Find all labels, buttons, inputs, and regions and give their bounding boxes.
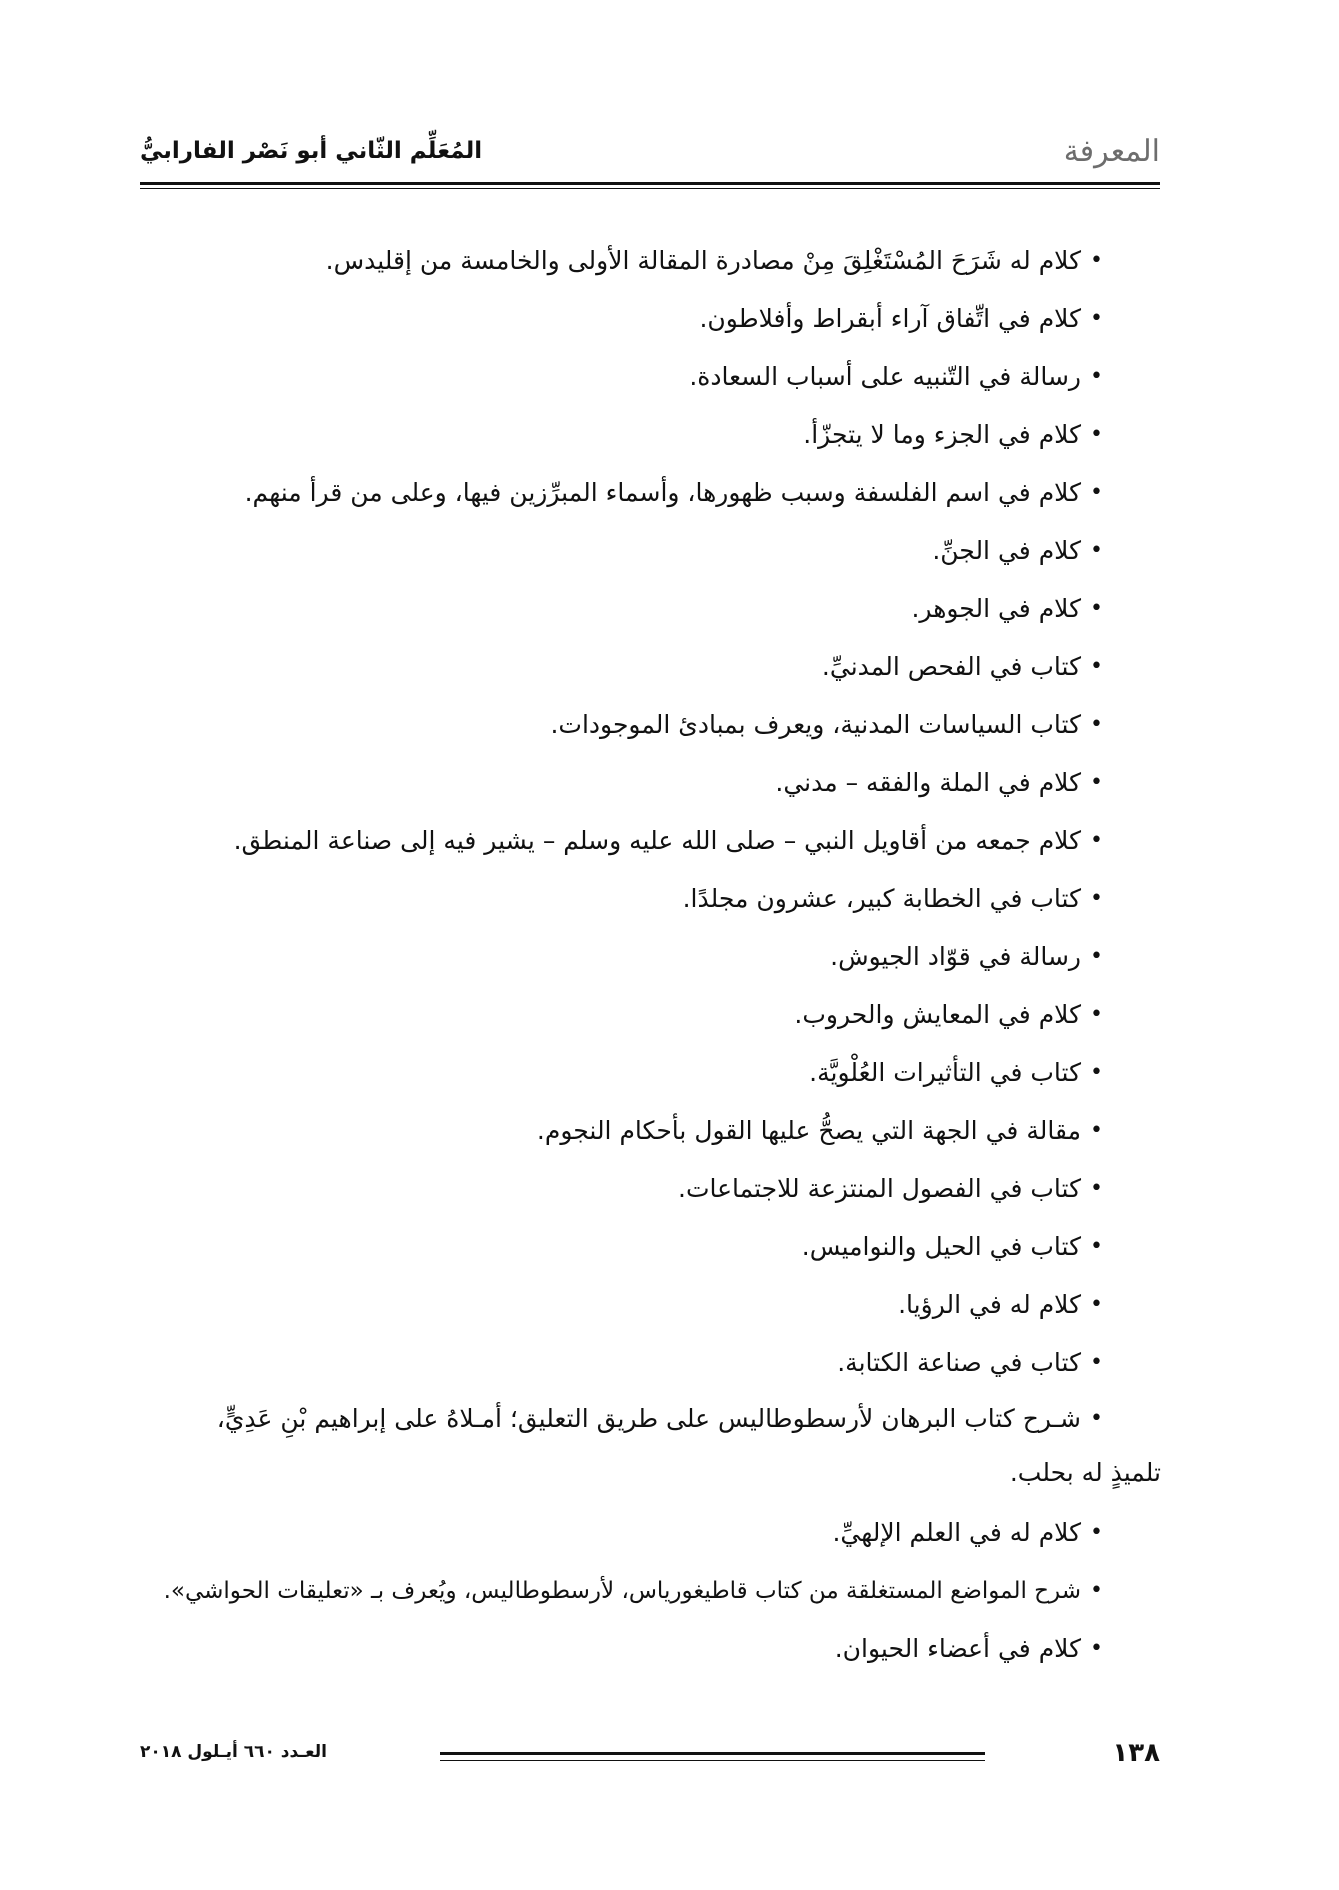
bullet: • <box>1090 248 1103 273</box>
page-header <box>140 128 1160 188</box>
bullet: • <box>1090 1234 1103 1259</box>
page-number: ١٣٨ <box>1112 1738 1160 1768</box>
list-item: • كلام في الجوهر. <box>163 580 1103 638</box>
list-item: • كلام في الجنِّ. <box>163 522 1103 580</box>
wrapped-line-1: شـرح كتاب البرهان لأرسطوطاليس على طريق التعليق؛ أمـلاهُ على إبراهيم بْنِ عَدِيٍّ، <box>216 1404 1081 1433</box>
bullet: • <box>1090 944 1103 969</box>
bullet: • <box>1090 886 1103 911</box>
bullet: • <box>1090 1406 1103 1431</box>
bullet: • <box>1090 1002 1103 1027</box>
bullet: • <box>1090 654 1103 679</box>
list-item: • كلام في اسم الفلسفة وسبب ظهورها، وأسماء المبرِّزين فيها، وعلى من قرأ منهم. <box>163 464 1103 522</box>
header-rule <box>140 182 1160 185</box>
works-list <box>163 232 1161 1678</box>
list-item: • كتاب في الحيل والنواميس. <box>163 1218 1103 1276</box>
bullet: • <box>1090 480 1103 505</box>
bullet: • <box>1090 1176 1103 1201</box>
list-item: • كلام له في العلم الإلهيِّ. <box>163 1504 1103 1562</box>
bullet: • <box>1090 306 1103 331</box>
bullet: • <box>1090 712 1103 737</box>
list-item: • كتاب في صناعة الكتابة. <box>163 1334 1103 1392</box>
bullet: • <box>1090 538 1103 563</box>
bullet: • <box>1090 770 1103 795</box>
running-title: المُعَلِّم الثّاني أبو نَصْر الفارابيُّ <box>140 138 483 164</box>
wrapped-line-2: تلميذٍ له بحلب. <box>1009 1458 1161 1487</box>
list-item: • كتاب في الفصول المنتزعة للاجتماعات. <box>163 1160 1103 1218</box>
bullet: • <box>1090 596 1103 621</box>
issue-info: العـدد ٦٦٠ أيـلول ٢٠١٨ <box>140 1742 327 1762</box>
list-item: • كتاب السياسات المدنية، ويعرف بمبادئ الموجودات. <box>163 696 1103 754</box>
list-item: • رسالة في قوّاد الجيوش. <box>163 928 1103 986</box>
list-item-wrapped <box>163 1392 1161 1504</box>
list-item: • كلام في اتِّفاق آراء أبقراط وأفلاطون. <box>163 290 1103 348</box>
list-item: • كتاب في الخطابة كبير، عشرون مجلدًا. <box>163 870 1103 928</box>
list-item: • كتاب في الفحص المدنيِّ. <box>163 638 1103 696</box>
list-item: • شرح المواضع المستغلقة من كتاب قاطيغورياس، لأرسطوطاليس، ويُعرف بـ «تعليقات الحواشي». <box>163 1562 1103 1620</box>
list-item: • رسالة في التّنبيه على أسباب السعادة. <box>163 348 1103 406</box>
bullet: • <box>1090 1118 1103 1143</box>
list-item: • كلام في الملة والفقه – مدني. <box>163 754 1103 812</box>
bullet: • <box>1090 1060 1103 1085</box>
list-item: • كلام في أعضاء الحيوان. <box>163 1620 1103 1678</box>
footer-rule <box>440 1752 985 1755</box>
list-item: • كتاب في التأثيرات العُلْويَّة. <box>163 1044 1103 1102</box>
footer-rule-thin <box>440 1760 985 1761</box>
bullet: • <box>1090 828 1103 853</box>
list-item: • مقالة في الجهة التي يصحُّ عليها القول بأحكام النجوم. <box>163 1102 1103 1160</box>
list-item: • كلام جمعه من أقاويل النبي – صلى الله عليه وسلم – يشير فيه إلى صناعة المنطق. <box>163 812 1103 870</box>
list-item: • كلام في المعايش والحروب. <box>163 986 1103 1044</box>
bullet: • <box>1090 1636 1103 1661</box>
header-rule-thin <box>140 188 1160 189</box>
page-footer <box>140 1738 1160 1778</box>
list-item: • كلام في الجزء وما لا يتجزّأ. <box>163 406 1103 464</box>
list-item: • كلام له في الرؤيا. <box>163 1276 1103 1334</box>
bullet: • <box>1090 1292 1103 1317</box>
list-item: • كلام له شَرَحَ المُسْتَغْلِقَ مِنْ مصادرة المقالة الأولى والخامسة من إقليدس. <box>163 232 1103 290</box>
bullet: • <box>1090 1350 1103 1375</box>
bullet: • <box>1090 1520 1103 1545</box>
bullet: • <box>1090 422 1103 447</box>
bullet: • <box>1090 1578 1103 1603</box>
bullet: • <box>1090 364 1103 389</box>
magazine-logo: المعرفة <box>1063 134 1160 169</box>
